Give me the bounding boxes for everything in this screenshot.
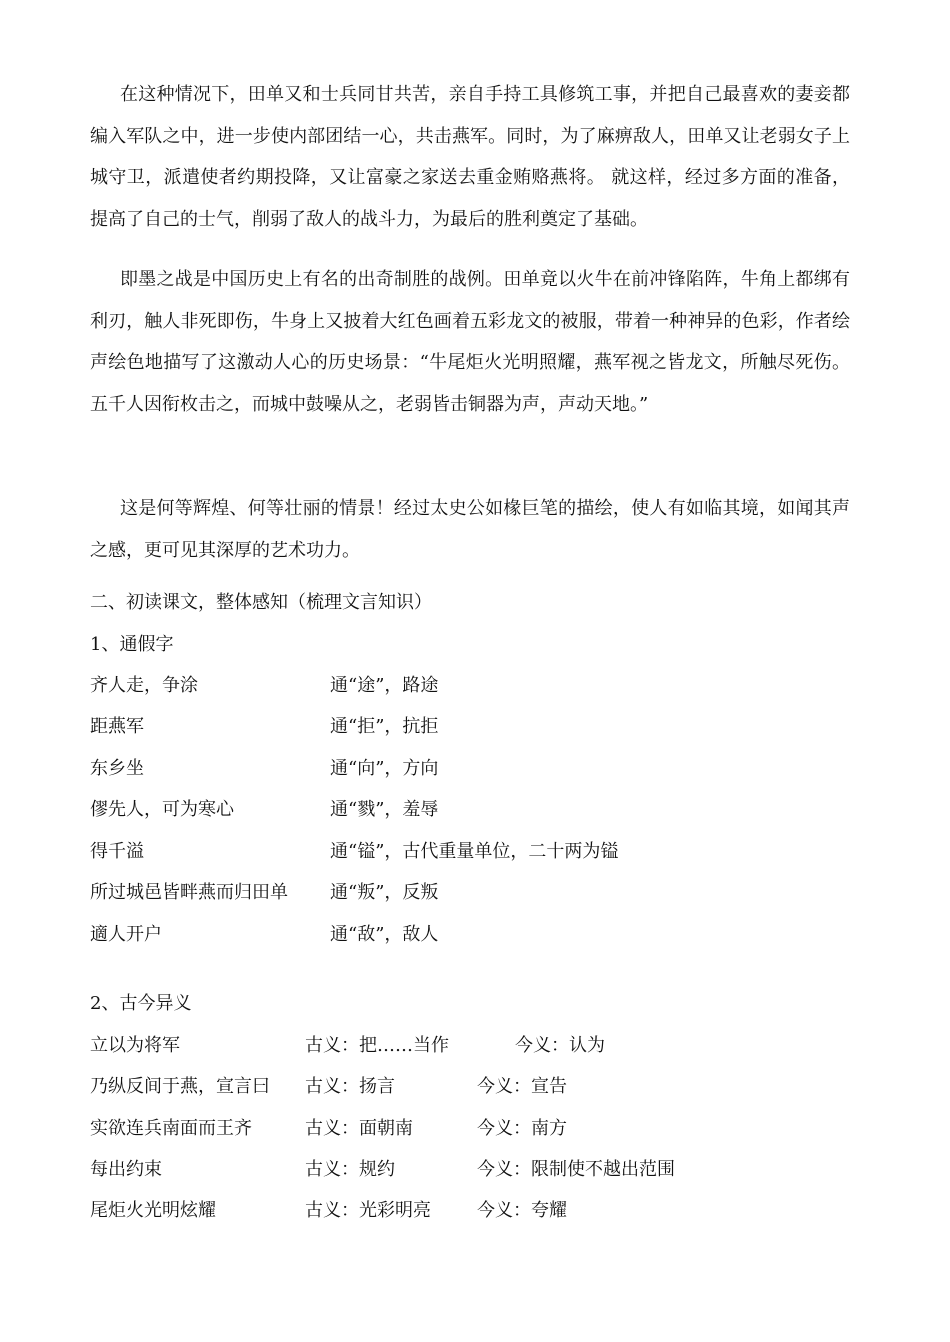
list-item [0,1034,950,1058]
ancient-meaning: 古义：光彩明亮 [305,1200,431,1221]
list-item [0,798,950,822]
list-item [0,923,950,947]
phrase: 所过城邑皆畔燕而归田单 [90,882,288,903]
note: 通“戮”，羞辱 [330,799,439,820]
note: 通“叛”，反叛 [330,882,439,903]
list-item [0,674,950,698]
note: 通“向”，方向 [330,758,439,779]
phrase: 东乡坐 [90,758,144,779]
modern-meaning: 今义：限制使不越出范围 [477,1159,675,1180]
list-item [0,881,950,905]
modern-meaning: 今义：夸耀 [477,1200,567,1221]
section-heading: 二、初读课文，整体感知（梳理文言知识） [90,592,432,613]
list-item [0,1158,950,1182]
list-item [0,1075,950,1099]
gujin-heading: 2、古今异义 [90,993,192,1014]
paragraph-taishigong: 这是何等辉煌、何等壮丽的情景！经过太史公如椽巨笔的描绘，使人有如临其境，如闻其声之感，更可见其深厚的艺术功力。 [90,498,850,561]
tongjiazi-heading: 1、通假字 [90,634,174,655]
ancient-meaning: 古义：扬言 [305,1076,395,1097]
modern-meaning: 今义：南方 [477,1118,567,1139]
list-item [0,1199,950,1223]
note: 通“途”，路途 [330,675,439,696]
note: 通“镒”，古代重量单位，二十两为镒 [330,841,619,862]
phrase: 距燕军 [90,716,144,737]
phrase: 僇先人，可为寒心 [90,799,234,820]
phrase: 实欲连兵南面而王齐 [90,1118,252,1139]
phrase: 齐人走，争涂 [90,675,198,696]
list-item [0,1117,950,1141]
phrase: 得千溢 [90,841,144,862]
ancient-meaning: 古义：面朝南 [305,1118,413,1139]
phrase: 適人开户 [90,924,162,945]
list-item [0,840,950,864]
phrase: 每出约束 [90,1159,162,1180]
note: 通“拒”，抗拒 [330,716,439,737]
ancient-meaning: 古义：把……当作 [305,1035,449,1056]
paragraph-tiandan-preparation: 在这种情况下，田单又和士兵同甘共苦，亲自手持工具修筑工事，并把自己最喜欢的妻妾都编入军队之中，进一步使内部团结一心，共击燕军。同时，为了麻痹敌人，田单又让老弱女子上城守卫，派遣使者约期投降，又让富豪之家送去重金贿赂燕将。 就这样，经过多方面的准备，提高了自己的士气，削弱了敌人的战斗力，为最后的胜利奠定了基础。 [90,84,850,230]
phrase: 乃纵反间于燕，宣言曰 [90,1076,270,1097]
phrase: 立以为将军 [90,1035,180,1056]
note: 通“敌”，敌人 [330,924,439,945]
phrase: 尾炬火光明炫耀 [90,1200,216,1221]
list-item [0,757,950,781]
paragraph-jimo-battle: 即墨之战是中国历史上有名的出奇制胜的战例。田单竟以火牛在前冲锋陷阵，牛角上都绑有利刃，触人非死即伤，牛身上又披着大红色画着五彩龙文的被服，带着一种神异的色彩，作者绘声绘色地描写了这激动人心的历史场景：“牛尾炬火光明照耀，燕军视之皆龙文，所触尽死伤。五千人因衔枚击之，而城中鼓噪从之，老弱皆击铜器为声，声动天地。” [90,269,850,415]
ancient-meaning: 古义：规约 [305,1159,395,1180]
list-item [0,715,950,739]
modern-meaning: 今义：宣告 [477,1076,567,1097]
modern-meaning: 今义：认为 [515,1035,605,1056]
